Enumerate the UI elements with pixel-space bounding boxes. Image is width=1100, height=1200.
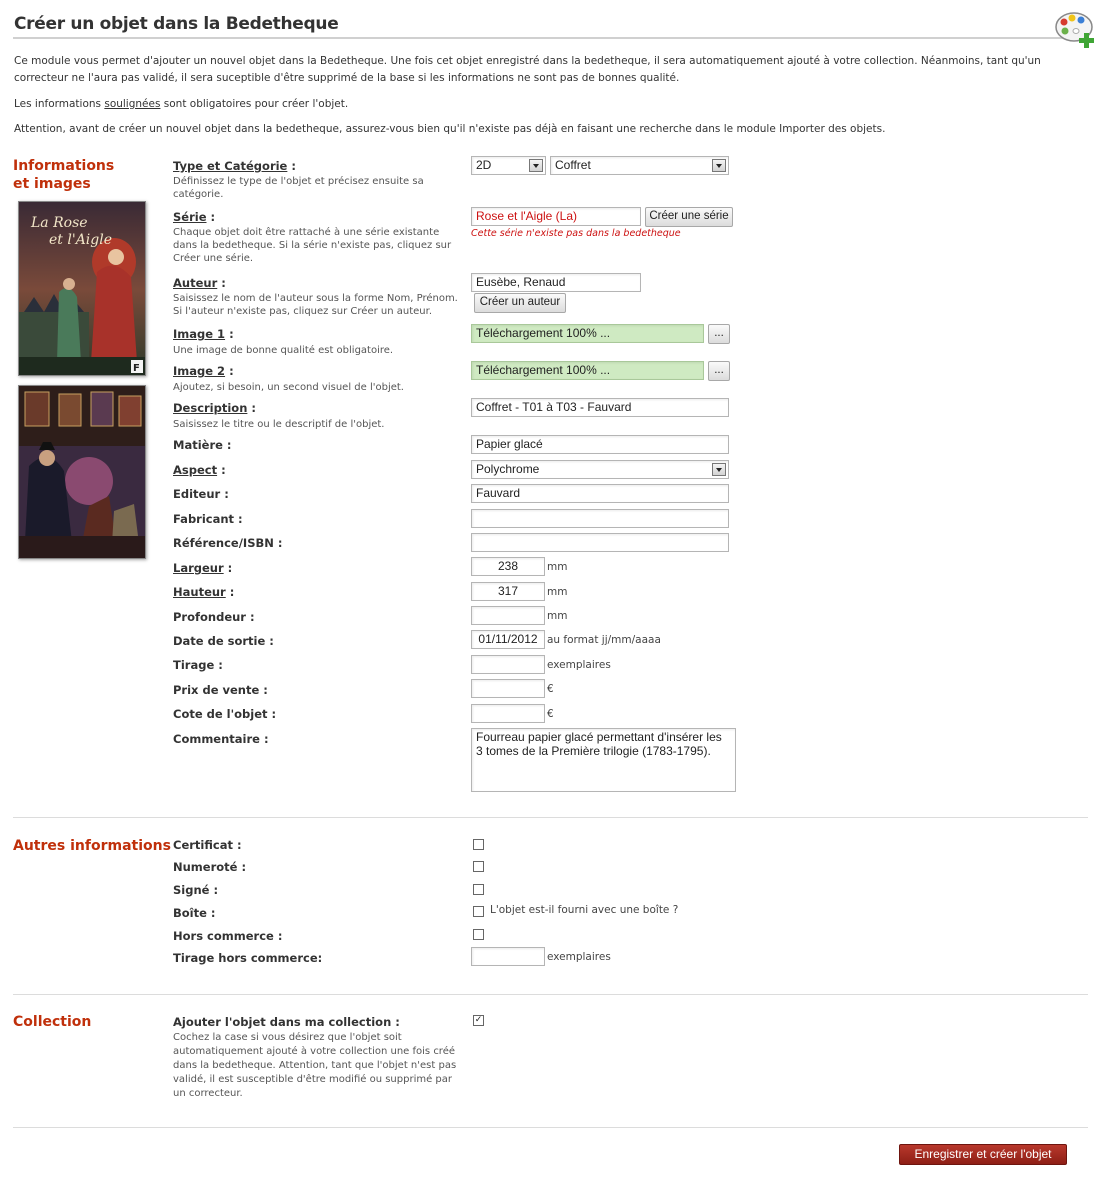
label-date-sortie: Date de sortie : xyxy=(173,634,274,648)
create-auteur-button[interactable]: Créer un auteur xyxy=(474,293,566,313)
section-collection-title: Collection xyxy=(13,1014,92,1030)
hauteur-unit: mm xyxy=(547,586,568,598)
tirage-hc-unit: exemplaires xyxy=(547,951,611,963)
label-serie-text: Série xyxy=(173,210,207,224)
label-add-collection: Ajouter l'objet dans ma collection : xyxy=(173,1015,400,1029)
label-tirage-hc: Tirage hors commerce: xyxy=(173,951,323,965)
description-input[interactable]: Coffret - T01 à T03 - Fauvard xyxy=(471,398,729,417)
label-profondeur: Profondeur : xyxy=(173,610,255,624)
label-reference: Référence/ISBN : xyxy=(173,536,283,550)
hint-serie: Chaque objet doit être rattaché à une série existante dans la bedetheque. Si la série n'existe pas, cliquez sur Créer une série. xyxy=(173,227,452,264)
type-select[interactable] xyxy=(471,156,546,175)
section-other-title: Autres informations xyxy=(13,838,171,854)
tirage-unit: exemplaires xyxy=(547,659,611,671)
label-image2-text: Image 2 xyxy=(173,364,226,378)
hauteur-input[interactable]: 317 xyxy=(471,582,545,601)
submit-button[interactable]: Enregistrer et créer l'objet xyxy=(899,1144,1067,1165)
label-image1: Image 1 : xyxy=(173,327,234,341)
hint-type: Définissez le type de l'objet et précisez ensuite sa catégorie. xyxy=(173,176,424,200)
fabricant-input[interactable] xyxy=(471,509,729,528)
cover1-title-line2: et l'Aigle xyxy=(49,232,112,248)
label-serie: Série : xyxy=(173,210,216,224)
label-largeur-text: Largeur xyxy=(173,561,224,575)
label-largeur: Largeur : xyxy=(173,561,233,575)
signe-checkbox[interactable] xyxy=(473,884,484,895)
image1-upload-field[interactable]: Téléchargement 100% ... xyxy=(471,324,704,343)
profondeur-unit: mm xyxy=(547,610,568,622)
category-select-value: Coffret xyxy=(555,158,591,172)
hint-description: Saisissez le titre ou le descriptif de l'objet. xyxy=(173,419,385,430)
cover1-title-line1: La Rose xyxy=(31,215,88,231)
aspect-select-value: Polychrome xyxy=(476,462,540,476)
label-type: Type et Catégorie : xyxy=(173,159,296,173)
label-signe: Signé : xyxy=(173,883,219,897)
label-aspect: Aspect : xyxy=(173,463,226,477)
label-cote: Cote de l'objet : xyxy=(173,707,277,721)
label-matiere: Matière : xyxy=(173,438,232,452)
tirage-input[interactable] xyxy=(471,655,545,674)
hint-auteur: Saisissez le nom de l'auteur sous la forme Nom, Prénom. Si l'auteur n'existe pas, cliquez sur Créer un auteur. xyxy=(173,293,458,317)
prix-input[interactable] xyxy=(471,679,545,698)
label-numerote: Numeroté : xyxy=(173,860,247,874)
label-image2: Image 2 : xyxy=(173,364,234,378)
chevron-down-icon xyxy=(712,463,726,476)
label-auteur: Auteur : xyxy=(173,276,226,290)
matiere-input[interactable]: Papier glacé xyxy=(471,435,729,454)
hors-commerce-checkbox[interactable] xyxy=(473,929,484,940)
type-select-value: 2D xyxy=(476,158,492,172)
palette-add-icon xyxy=(1054,9,1098,49)
label-fabricant: Fabricant : xyxy=(173,512,243,526)
label-auteur-text: Auteur xyxy=(173,276,218,290)
label-commentaire: Commentaire : xyxy=(173,732,269,746)
prix-unit: € xyxy=(547,683,554,695)
image1-browse-button[interactable]: ... xyxy=(708,324,730,344)
mandatory-note-text-end: sont obligatoires pour créer l'objet. xyxy=(160,98,349,110)
label-certificat: Certificat : xyxy=(173,838,242,852)
auteur-input[interactable]: Eusèbe, Renaud xyxy=(471,273,641,292)
reference-input[interactable] xyxy=(471,533,729,552)
cote-unit: € xyxy=(547,708,554,720)
create-serie-button[interactable]: Créer une série xyxy=(645,207,733,227)
page-title: Créer un objet dans la Bedetheque xyxy=(14,14,339,34)
date-format-hint: au format jj/mm/aaaa xyxy=(547,634,661,646)
label-type-text: Type et Catégorie xyxy=(173,159,288,173)
hint-image1: Une image de bonne qualité est obligatoire. xyxy=(173,345,394,356)
serie-input[interactable]: Rose et l'Aigle (La) xyxy=(471,207,641,226)
cover1-publisher-badge: F xyxy=(133,363,140,374)
label-hors-commerce: Hors commerce : xyxy=(173,929,283,943)
add-collection-checkbox[interactable]: ✓ xyxy=(474,1015,483,1025)
date-sortie-input[interactable]: 01/11/2012 xyxy=(471,630,545,649)
label-editeur: Editeur : xyxy=(173,487,229,501)
section-info-title-line2: et images xyxy=(13,176,91,192)
category-select[interactable] xyxy=(550,156,729,175)
boite-option-text: L'objet est-il fourni avec une boîte ? xyxy=(490,904,679,916)
cote-input[interactable] xyxy=(471,704,545,723)
title-divider xyxy=(13,37,1088,39)
label-image1-text: Image 1 xyxy=(173,327,226,341)
warning-paragraph: Attention, avant de créer un nouvel objet dans la bedetheque, assurez-vous bien qu'il n'existe pas déjà en faisant une recherche dans le module Importer des objets. xyxy=(14,123,886,135)
section-info-title-line1: Informations xyxy=(13,158,115,174)
image2-browse-button[interactable]: ... xyxy=(708,361,730,381)
hint-add-collection: Cochez la case si vous désirez que l'objet soit automatiquement ajouté à votre collection une fois créé dans la bedetheque. Attention, tant que l'objet n'est pas validé, il est susceptible d'être modifié ou supprimé par un correcteur. xyxy=(173,1032,457,1099)
hint-image2: Ajoutez, si besoin, un second visuel de l'objet. xyxy=(173,382,404,393)
section-divider xyxy=(13,994,1088,995)
label-description-text: Description xyxy=(173,401,248,415)
aspect-select[interactable] xyxy=(471,460,729,479)
certificat-checkbox[interactable] xyxy=(473,839,484,850)
profondeur-input[interactable] xyxy=(471,606,545,625)
label-tirage: Tirage : xyxy=(173,658,223,672)
section-divider xyxy=(13,1127,1088,1128)
label-hauteur: Hauteur : xyxy=(173,585,235,599)
chevron-down-icon xyxy=(529,159,543,172)
chevron-down-icon xyxy=(712,159,726,172)
editeur-input[interactable]: Fauvard xyxy=(471,484,729,503)
mandatory-underlined-word: soulignées xyxy=(104,98,161,110)
serie-error-message: Cette série n'existe pas dans la bedetheque xyxy=(471,228,681,239)
cover-image-2 xyxy=(18,385,146,559)
image2-upload-field[interactable]: Téléchargement 100% ... xyxy=(471,361,704,380)
commentaire-textarea[interactable]: Fourreau papier glacé permettant d'insérer les 3 tomes de la Première trilogie (1783-1795). xyxy=(471,728,736,792)
label-boite: Boîte : xyxy=(173,906,216,920)
largeur-unit: mm xyxy=(547,561,568,573)
cover-image-1 xyxy=(18,201,146,376)
label-description: Description : xyxy=(173,401,256,415)
label-prix: Prix de vente : xyxy=(173,683,268,697)
tirage-hc-input[interactable] xyxy=(471,947,545,966)
label-hauteur-text: Hauteur xyxy=(173,585,226,599)
section-info-title xyxy=(13,157,114,193)
largeur-input[interactable]: 238 xyxy=(471,557,545,576)
boite-checkbox[interactable] xyxy=(473,906,484,917)
mandatory-note xyxy=(14,96,1074,113)
section-divider xyxy=(13,817,1088,818)
label-aspect-text: Aspect xyxy=(173,463,218,477)
mandatory-note-text: Les informations xyxy=(14,98,105,110)
intro-paragraph: Ce module vous permet d'ajouter un nouvel objet dans la Bedetheque. Une fois cet objet enregistré dans la bedetheque, il sera automatiquement ajouté à votre collection. Néanmoins, tant qu'un correcteur ne l'aura pas validé, il sera suceptible d'être supprimé de la base si les informations ne sont pas de bonnes qualité. xyxy=(14,55,1041,84)
numerote-checkbox[interactable] xyxy=(473,861,484,872)
